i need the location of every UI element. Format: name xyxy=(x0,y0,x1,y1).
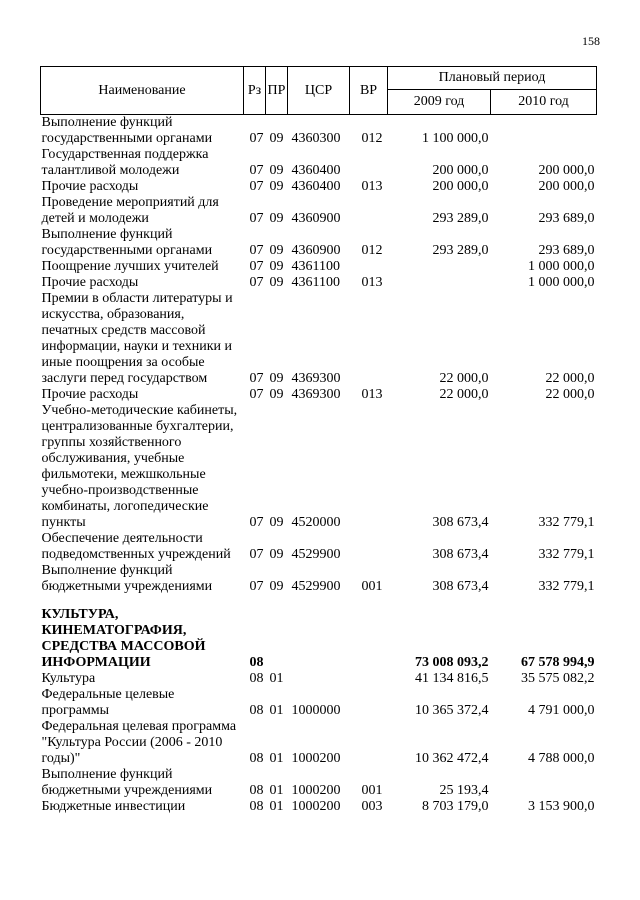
cell-csr: 4360400 xyxy=(291,163,341,178)
table-body xyxy=(41,115,597,816)
table-row xyxy=(41,671,597,687)
cell-vr: 001 xyxy=(361,579,383,594)
cell-vr xyxy=(350,291,388,387)
table-row xyxy=(41,799,597,815)
table-row xyxy=(41,767,597,799)
cell-vr: 013 xyxy=(361,275,383,290)
cell-rz: 07 xyxy=(249,275,264,290)
cell-y1: 293 289,0 xyxy=(432,211,489,226)
table-row xyxy=(41,719,597,767)
header-rz: Рз xyxy=(244,67,266,115)
cell-pr: 09 xyxy=(269,547,284,562)
table-row xyxy=(41,531,597,563)
cell-pr: 09 xyxy=(269,515,284,530)
cell-pr: 09 xyxy=(269,163,284,178)
table-row xyxy=(41,403,597,531)
cell-rz: 07 xyxy=(249,387,264,402)
cell-csr: 4529900 xyxy=(291,579,341,594)
cell-pr: 01 xyxy=(269,783,284,798)
table-row xyxy=(41,259,597,275)
cell-y2: 332 779,1 xyxy=(538,515,595,530)
cell-vr xyxy=(350,687,388,719)
cell-y1: 1 100 000,0 xyxy=(422,131,489,146)
cell-name: Прочие расходы xyxy=(41,387,139,402)
cell-y2: 332 779,1 xyxy=(538,547,595,562)
cell-rz: 08 xyxy=(249,703,264,718)
cell-y2: 332 779,1 xyxy=(538,579,595,594)
cell-pr: 09 xyxy=(269,179,284,194)
cell-y1 xyxy=(388,275,491,291)
cell-csr: 1000200 xyxy=(291,751,341,766)
cell-y2: 22 000,0 xyxy=(545,387,595,402)
cell-rz: 07 xyxy=(249,211,264,226)
cell-vr xyxy=(350,259,388,275)
cell-pr: 09 xyxy=(269,387,284,402)
cell-y2: 22 000,0 xyxy=(545,371,595,386)
header-name: Наименование xyxy=(41,67,244,115)
header-vr: ВР xyxy=(350,67,388,115)
cell-rz: 08 xyxy=(249,751,264,766)
cell-vr xyxy=(350,607,388,671)
cell-name: Обеспечение деятельности подведомственных учреждений xyxy=(41,531,231,562)
header-plan-period: Плановый период xyxy=(388,67,597,90)
cell-name: Прочие расходы xyxy=(41,179,139,194)
cell-csr: 4369300 xyxy=(291,371,341,386)
cell-y2: 35 575 082,2 xyxy=(521,671,595,686)
cell-y2: 200 000,0 xyxy=(538,179,595,194)
cell-name: Государственная поддержка талантливой молодежи xyxy=(41,147,209,178)
cell-y2: 1 000 000,0 xyxy=(528,259,595,274)
table-row xyxy=(41,115,597,148)
cell-pr: 09 xyxy=(269,131,284,146)
cell-csr xyxy=(288,607,350,671)
cell-rz: 07 xyxy=(249,179,264,194)
cell-rz: 07 xyxy=(249,579,264,594)
cell-y1: 308 673,4 xyxy=(432,579,489,594)
cell-rz: 08 xyxy=(249,655,264,670)
cell-rz: 08 xyxy=(249,783,264,798)
cell-rz: 07 xyxy=(249,547,264,562)
cell-csr: 4369300 xyxy=(291,387,341,402)
cell-name: Прочие расходы xyxy=(41,275,139,290)
header-year-2010: 2010 год xyxy=(491,90,597,115)
cell-pr: 09 xyxy=(269,579,284,594)
cell-vr xyxy=(350,719,388,767)
cell-rz: 07 xyxy=(249,131,264,146)
cell-name: Федеральная целевая программа "Культура России (2006 - 2010 годы)" xyxy=(41,719,237,766)
cell-vr: 012 xyxy=(361,243,383,258)
header-year-2009: 2009 год xyxy=(388,90,491,115)
cell-pr: 09 xyxy=(269,259,284,274)
cell-y2: 4 791 000,0 xyxy=(528,703,595,718)
cell-name: Выполнение функций государственными органами xyxy=(41,115,213,146)
cell-y1: 22 000,0 xyxy=(439,387,489,402)
cell-pr: 01 xyxy=(269,671,284,686)
cell-pr: 09 xyxy=(269,275,284,290)
cell-name: Поощрение лучших учителей xyxy=(41,259,219,274)
cell-vr xyxy=(350,403,388,531)
cell-y1: 200 000,0 xyxy=(432,179,489,194)
cell-y1: 25 193,4 xyxy=(439,783,489,798)
cell-csr: 1000000 xyxy=(291,703,341,718)
cell-y1: 200 000,0 xyxy=(432,163,489,178)
table-row xyxy=(41,563,597,595)
section-row xyxy=(41,607,597,671)
cell-rz: 08 xyxy=(249,671,264,686)
cell-vr: 013 xyxy=(361,179,383,194)
cell-name: Бюджетные инвестиции xyxy=(41,799,186,814)
cell-y1: 308 673,4 xyxy=(432,515,489,530)
cell-csr: 4360400 xyxy=(291,179,341,194)
cell-csr: 4361100 xyxy=(291,259,340,274)
cell-vr xyxy=(350,195,388,227)
cell-y1: 22 000,0 xyxy=(439,371,489,386)
cell-pr: 09 xyxy=(269,371,284,386)
cell-csr: 1000200 xyxy=(291,799,341,814)
cell-y2: 293 689,0 xyxy=(538,243,595,258)
cell-rz: 07 xyxy=(249,259,264,274)
table-header xyxy=(41,67,597,115)
cell-vr: 001 xyxy=(361,783,383,798)
cell-vr xyxy=(350,147,388,179)
cell-y2 xyxy=(491,767,597,799)
cell-y2: 67 578 994,9 xyxy=(521,655,595,670)
table-row xyxy=(41,387,597,403)
row-spacer xyxy=(41,595,597,607)
cell-y2: 293 689,0 xyxy=(538,211,595,226)
cell-y1: 10 365 372,4 xyxy=(415,703,489,718)
cell-y2: 1 000 000,0 xyxy=(528,275,595,290)
table-row xyxy=(41,227,597,259)
cell-csr: 4360300 xyxy=(291,131,341,146)
cell-vr xyxy=(350,671,388,687)
cell-y1: 10 362 472,4 xyxy=(415,751,489,766)
cell-y1: 8 703 179,0 xyxy=(422,799,489,814)
cell-vr xyxy=(350,531,388,563)
cell-y1: 293 289,0 xyxy=(432,243,489,258)
cell-vr: 003 xyxy=(361,799,383,814)
cell-csr: 4360900 xyxy=(291,243,341,258)
cell-name: Проведение мероприятий для детей и молодежи xyxy=(41,195,219,226)
cell-y1: 73 008 093,2 xyxy=(415,655,489,670)
cell-name: Выполнение функций бюджетными учреждениями xyxy=(41,563,213,594)
cell-name: Культура xyxy=(41,671,96,686)
cell-rz: 07 xyxy=(249,515,264,530)
cell-name: Учебно-методические кабинеты, централизованные бухгалтерии, группы хозяйственного обслуживания, учебные фильмотеки, межшкольные учебно-производственные комбинаты, логопедические пункты xyxy=(41,403,238,530)
cell-name: КУЛЬТУРА, КИНЕМАТОГРАФИЯ, СРЕДСТВА МАССОВОЙ ИНФОРМАЦИИ xyxy=(41,607,206,670)
cell-pr: 09 xyxy=(269,211,284,226)
table-row xyxy=(41,687,597,719)
cell-rz: 07 xyxy=(249,163,264,178)
cell-pr: 01 xyxy=(269,799,284,814)
cell-y2: 3 153 900,0 xyxy=(528,799,595,814)
cell-name: Выполнение функций государственными органами xyxy=(41,227,213,258)
header-pr: ПР xyxy=(266,67,288,115)
cell-csr: 4361100 xyxy=(291,275,340,290)
cell-y2 xyxy=(491,115,597,148)
cell-csr: 4529900 xyxy=(291,547,341,562)
cell-rz: 07 xyxy=(249,243,264,258)
spacer-cell xyxy=(41,595,597,607)
cell-vr: 012 xyxy=(361,131,383,146)
budget-table xyxy=(40,66,597,815)
cell-y2: 200 000,0 xyxy=(538,163,595,178)
cell-pr: 01 xyxy=(269,703,284,718)
cell-name: Федеральные целевые программы xyxy=(41,687,175,718)
cell-rz: 07 xyxy=(249,371,264,386)
cell-rz: 08 xyxy=(249,799,264,814)
header-csr: ЦСР xyxy=(288,67,350,115)
cell-vr: 013 xyxy=(361,387,383,402)
cell-csr: 4360900 xyxy=(291,211,341,226)
cell-y1: 41 134 816,5 xyxy=(415,671,489,686)
cell-y1: 308 673,4 xyxy=(432,547,489,562)
cell-pr xyxy=(266,607,288,671)
cell-name: Премии в области литературы и искусства, образования, печатных средств массовой информации, науки и техники и иные поощрения за особые заслуги перед государством xyxy=(41,291,233,386)
cell-pr: 09 xyxy=(269,243,284,258)
table-row xyxy=(41,147,597,179)
cell-y2: 4 788 000,0 xyxy=(528,751,595,766)
cell-csr xyxy=(288,671,350,687)
table-row xyxy=(41,291,597,387)
cell-pr: 01 xyxy=(269,751,284,766)
page-number: 158 xyxy=(582,34,600,48)
cell-csr: 4520000 xyxy=(291,515,341,530)
cell-name: Выполнение функций бюджетными учреждениями xyxy=(41,767,213,798)
cell-y1 xyxy=(388,259,491,275)
cell-csr: 1000200 xyxy=(291,783,341,798)
table-row xyxy=(41,195,597,227)
table-row xyxy=(41,179,597,195)
table-row xyxy=(41,275,597,291)
